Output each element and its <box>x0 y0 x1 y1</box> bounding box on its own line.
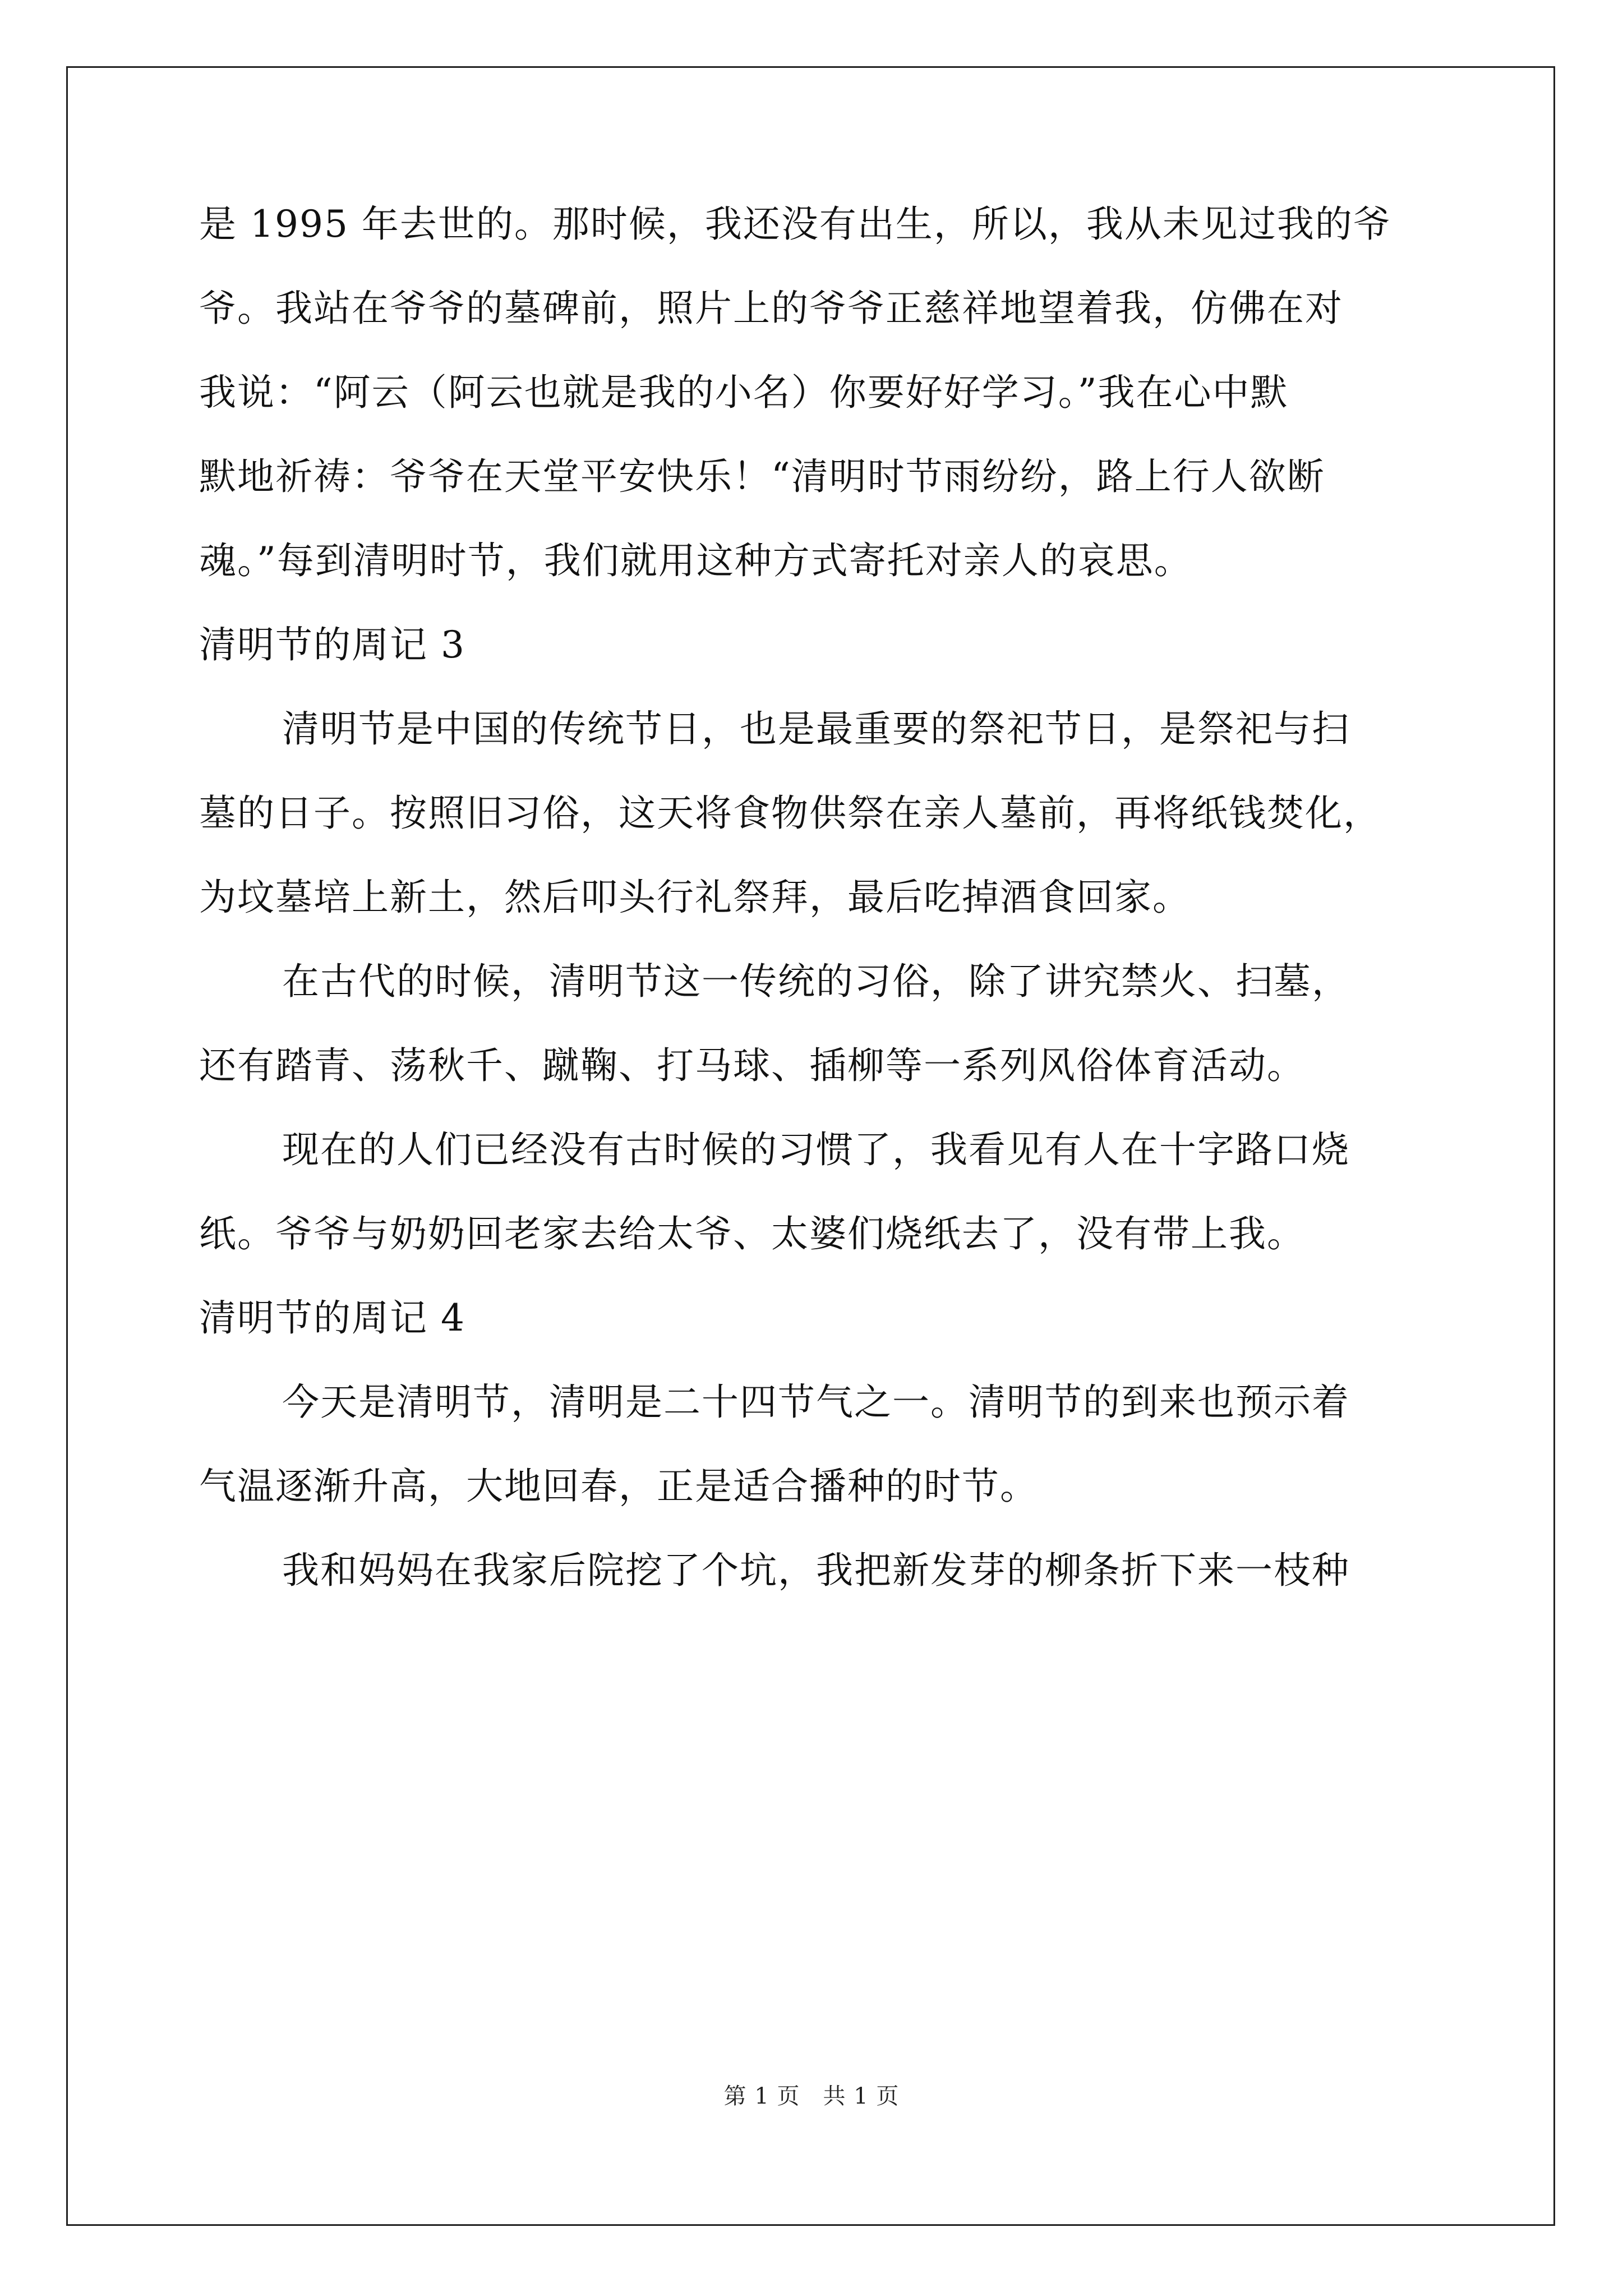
text-line: 清明节是中国的传统节日，也是最重要的祭祀节日，是祭祀与扫 <box>282 707 1350 751</box>
text-line: 魂。”每到清明时节，我们就用这种方式寄托对亲人的哀思。 <box>199 539 1192 582</box>
text-line: 我和妈妈在我家后院挖了个坑，我把新发芽的柳条折下来一枝种 <box>282 1549 1350 1592</box>
text-line: 气温逐渐升高，大地回春，正是适合播种的时节。 <box>199 1465 1038 1508</box>
text-line: 爷。我站在爷爷的墓碑前，照片上的爷爷正慈祥地望着我，仿佛在对 <box>199 287 1343 330</box>
section-heading: 清明节的周记 3 <box>199 623 465 666</box>
page-footer: 第 1 页 共 1 页 <box>723 2083 900 2109</box>
text-line: 现在的人们已经没有古时候的习惯了，我看见有人在十字路口烧 <box>282 1128 1350 1171</box>
text-line: 是 1995 年去世的。那时候，我还没有出生，所以，我从未见过我的爷 <box>199 203 1391 246</box>
text-line: 默地祈祷：爷爷在天堂平安快乐！“清明时节雨纷纷，路上行人欲断 <box>199 455 1325 498</box>
text-line: 在古代的时候，清明节这一传统的习俗，除了讲究禁火、扫墓， <box>282 960 1350 1003</box>
text-line: 我说：“阿云（阿云也就是我的小名）你要好好学习。”我在心中默 <box>199 371 1289 414</box>
text-line: 纸。爷爷与奶奶回老家去给太爷、太婆们烧纸去了，没有带上我。 <box>199 1212 1305 1255</box>
text-line: 还有踏青、荡秋千、蹴鞠、打马球、插柳等一系列风俗体育活动。 <box>199 1044 1305 1087</box>
text-line: 墓的日子。按照旧习俗，这天将食物供祭在亲人墓前，再将纸钱焚化， <box>199 792 1381 835</box>
text-line: 今天是清明节，清明是二十四节气之一。清明节的到来也预示着 <box>282 1381 1350 1424</box>
text-line: 为坟墓培上新土，然后叩头行礼祭拜，最后吃掉酒食回家。 <box>199 876 1191 919</box>
section-heading: 清明节的周记 4 <box>199 1296 465 1340</box>
